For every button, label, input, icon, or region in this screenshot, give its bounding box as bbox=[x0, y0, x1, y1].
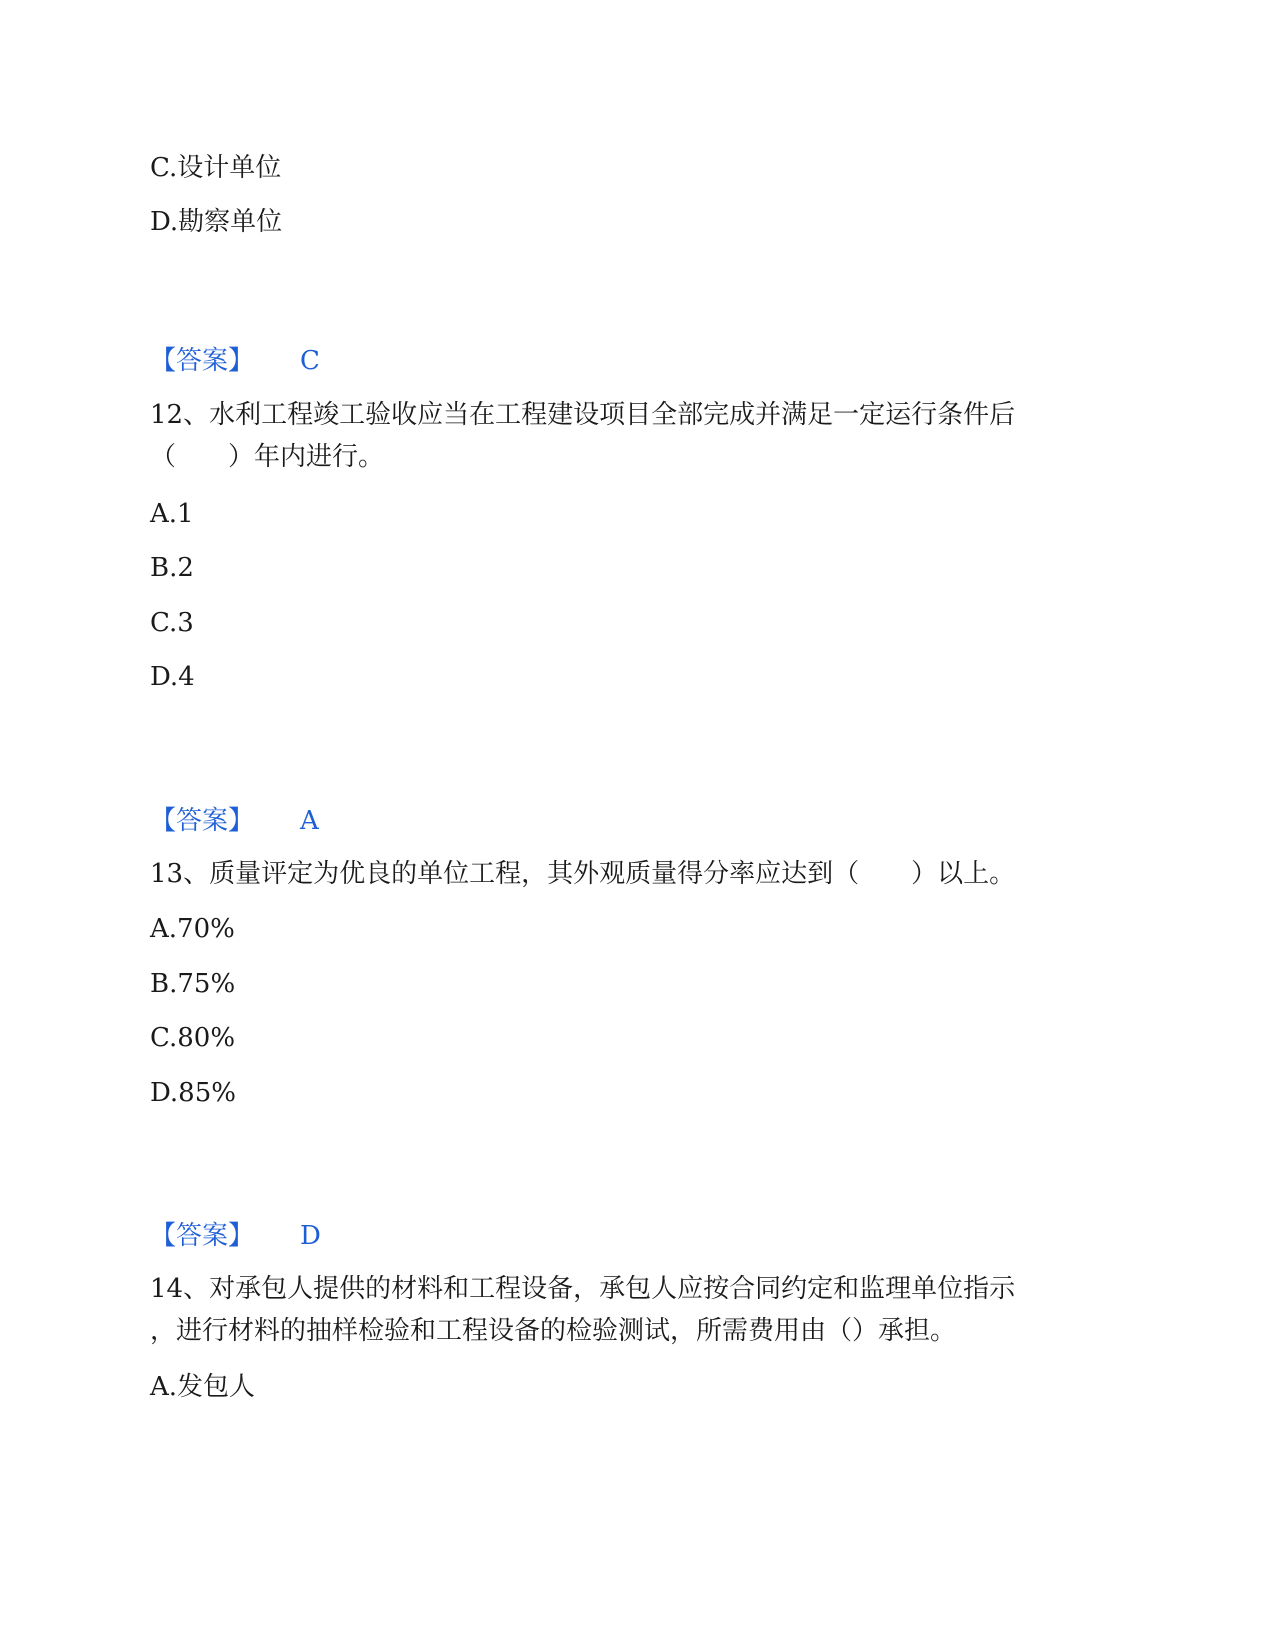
option-q12-c: C.3 bbox=[150, 608, 194, 638]
question-14-stem-line2: ，进行材料的抽样检验和工程设备的检验测试，所需费用由（）承担。 bbox=[150, 1316, 957, 1346]
answer-label: 【答案】 bbox=[150, 346, 255, 376]
option-q12-d: D.4 bbox=[150, 662, 195, 692]
answer-q11 bbox=[150, 345, 320, 377]
option-q11-d: D.勘察单位 bbox=[150, 207, 283, 237]
question-12-stem-line2: （ ）年内进行。 bbox=[150, 442, 385, 472]
option-q13-d: D.85% bbox=[150, 1078, 236, 1108]
answer-q13 bbox=[150, 1220, 321, 1252]
option-q12-b: B.2 bbox=[150, 553, 194, 583]
question-13-stem: 13、质量评定为优良的单位工程，其外观质量得分率应达到（ ）以上。 bbox=[150, 859, 1016, 889]
answer-label: 【答案】 bbox=[150, 806, 255, 836]
option-q12-a: A.1 bbox=[150, 499, 194, 529]
question-12-stem-line1: 12、水利工程竣工验收应当在工程建设项目全部完成并满足一定运行条件后 bbox=[150, 400, 1016, 430]
answer-label: 【答案】 bbox=[150, 1221, 255, 1251]
option-q14-a: A.发包人 bbox=[150, 1372, 256, 1402]
option-q13-c: C.80% bbox=[150, 1023, 236, 1053]
option-q13-a: A.70% bbox=[150, 914, 235, 944]
answer-q12 bbox=[150, 805, 319, 837]
answer-value: A bbox=[300, 806, 319, 836]
question-14-stem-line1: 14、对承包人提供的材料和工程设备，承包人应按合同约定和监理单位指示 bbox=[150, 1274, 1016, 1304]
option-q13-b: B.75% bbox=[150, 969, 236, 999]
answer-value: C bbox=[300, 346, 320, 376]
answer-value: D bbox=[300, 1221, 321, 1251]
option-q11-c: C.设计单位 bbox=[150, 153, 282, 183]
